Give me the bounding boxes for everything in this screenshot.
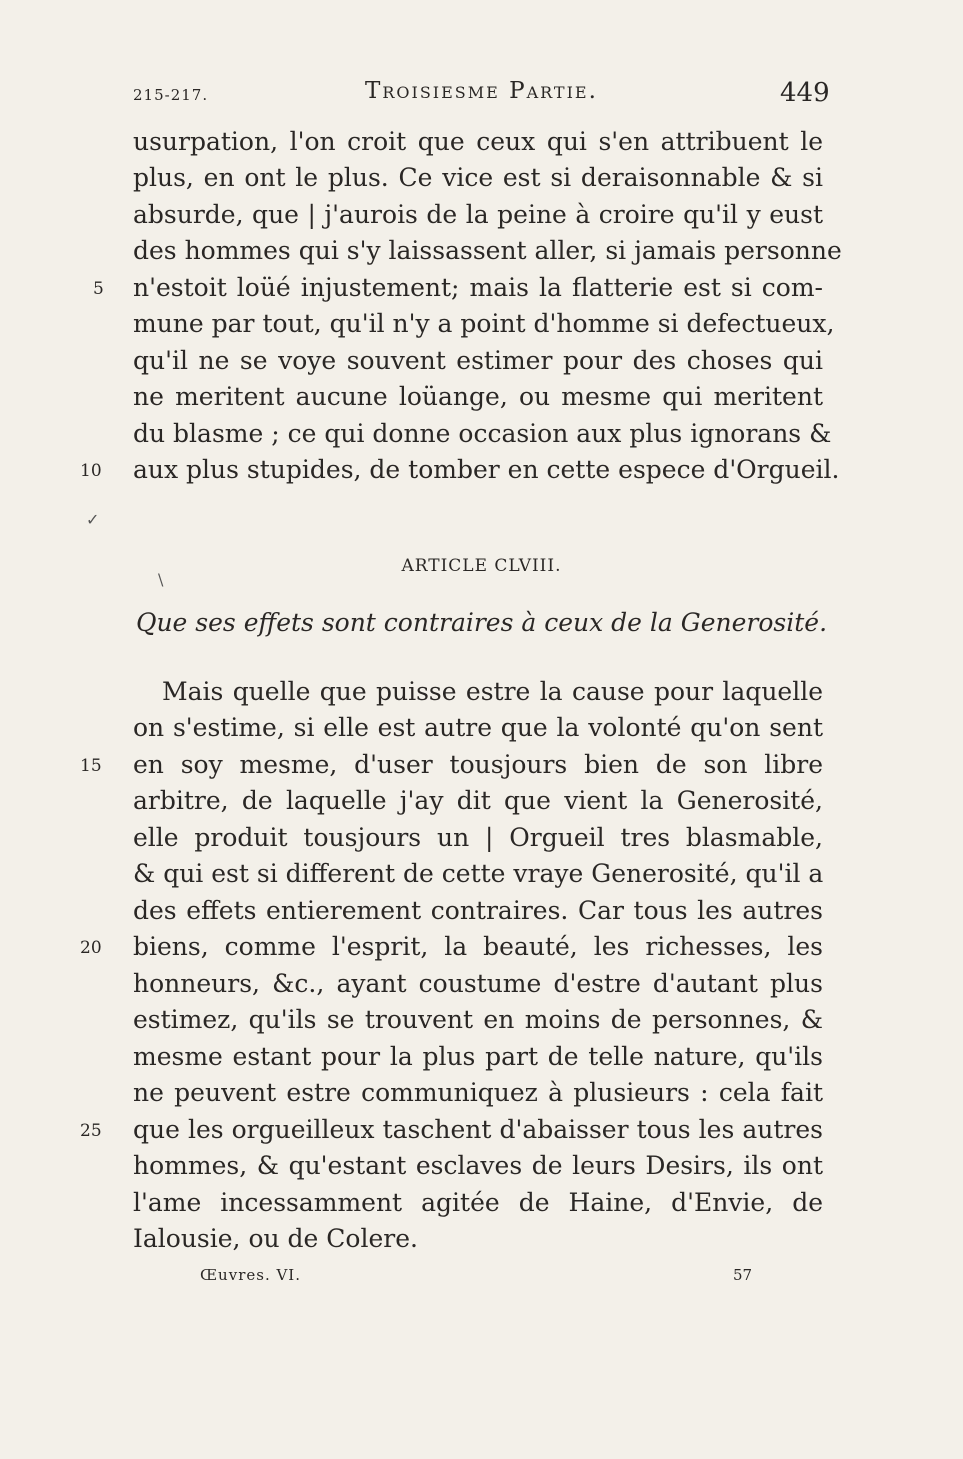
- text-line: estimez, qu'ils se trouvent en moins de personnes, &: [133, 1005, 823, 1034]
- footer-volume: Œuvres. VI.: [200, 1266, 301, 1284]
- footer-signature: 57: [733, 1266, 753, 1284]
- line-number: 10: [80, 461, 102, 481]
- line-number: 15: [80, 756, 102, 776]
- line-number: 25: [80, 1121, 102, 1141]
- text-line: & qui est si different de cette vraye Generosité, qu'il a: [133, 859, 824, 888]
- text-line: arbitre, de laquelle j'ay dit que vient la Generosité,: [133, 786, 823, 815]
- line-number: 5: [93, 279, 104, 299]
- text-line: Mais quelle que puisse estre la cause pour laquelle: [162, 677, 823, 706]
- stray-mark: \: [158, 570, 164, 589]
- text-line: qu'il ne se voye souvent estimer pour des choses qui: [133, 346, 823, 375]
- text-line: aux plus stupides, de tomber en cette espece d'Orgueil.: [133, 455, 840, 484]
- text-line: ne peuvent estre communiquez à plusieurs : cela fait: [133, 1078, 823, 1107]
- text-line: plus, en ont le plus. Ce vice est si deraisonnable & si: [133, 163, 823, 192]
- text-line: on s'estime, si elle est autre que la volonté qu'on sent: [133, 713, 823, 742]
- text-line: l'ame incessamment agitée de Haine, d'Envie, de: [133, 1188, 823, 1217]
- text-line: ne meritent aucune loüange, ou mesme qui meritent: [133, 382, 823, 411]
- article-subtitle: Que ses effets sont contraires à ceux de la Generosité.: [135, 608, 828, 637]
- text-line: Ialousie, ou de Colere.: [133, 1224, 418, 1253]
- text-line: en soy mesme, d'user tousjours bien de son libre: [133, 750, 823, 779]
- stray-mark: ✓: [86, 510, 100, 529]
- running-title: Troisiesme Partie.: [365, 78, 598, 104]
- text-line: biens, comme l'esprit, la beauté, les richesses, les: [133, 932, 823, 961]
- text-line: honneurs, &c., ayant coustume d'estre d'autant plus: [133, 969, 823, 998]
- line-number: 20: [80, 938, 102, 958]
- text-line: absurde, que | j'aurois de la peine à croire qu'il y eust: [133, 200, 823, 229]
- text-line: du blasme ; ce qui donne occasion aux plus ignorans &: [133, 419, 832, 448]
- header-section-range: 215-217.: [133, 86, 209, 104]
- text-line: que les orgueilleux taschent d'abaisser tous les autres: [133, 1115, 823, 1144]
- text-line: des effets entierement contraires. Car tous les autres: [133, 896, 823, 925]
- text-line: mune par tout, qu'il n'y a point d'homme si defectueux,: [133, 309, 835, 338]
- page-number: 449: [780, 78, 830, 108]
- text-line: n'estoit loüé injustement; mais la flatterie est si com-: [133, 273, 823, 302]
- text-line: hommes, & qu'estant esclaves de leurs Desirs, ils ont: [133, 1151, 823, 1180]
- article-heading: ARTICLE CLVIII.: [401, 556, 562, 576]
- text-line: des hommes qui s'y laissassent aller, si jamais personne: [133, 236, 842, 265]
- text-line: usurpation, l'on croit que ceux qui s'en attribuent le: [133, 127, 823, 156]
- text-line: elle produit tousjours un | Orgueil tres blasmable,: [133, 823, 823, 852]
- text-line: mesme estant pour la plus part de telle nature, qu'ils: [133, 1042, 823, 1071]
